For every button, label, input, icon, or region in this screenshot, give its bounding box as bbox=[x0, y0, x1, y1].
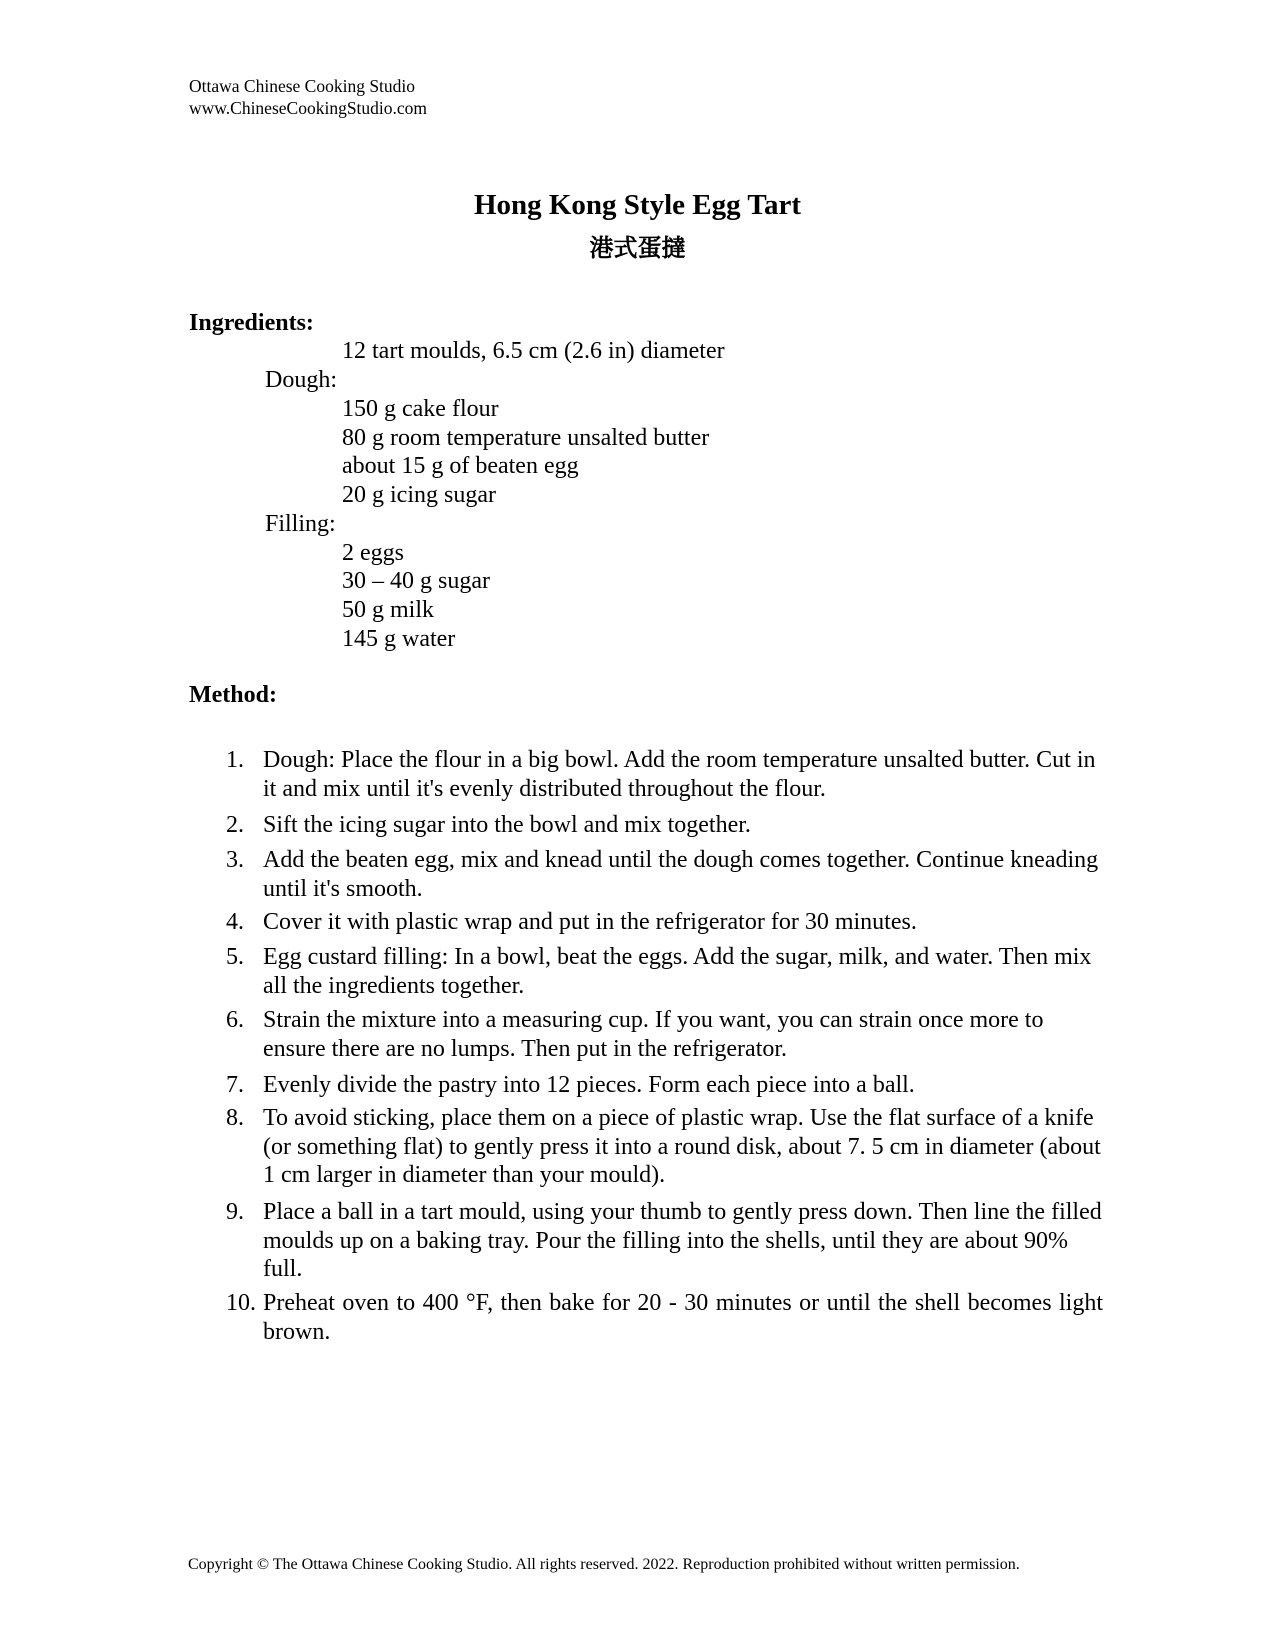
step-text: Egg custard filling: In a bowl, beat the eggs. Add the sugar, milk, and water. Then mix all the ingredients together. bbox=[263, 944, 1092, 999]
step-number: 6. bbox=[226, 1007, 244, 1033]
step-text: Add the beaten egg, mix and knead until the dough comes together. Continue kneading until it's smooth. bbox=[263, 847, 1099, 902]
ingredient-item: 50 g milk bbox=[342, 597, 435, 623]
ingredient-item: 30 – 40 g sugar bbox=[342, 568, 490, 594]
step-text: Place a ball in a tart mould, using your thumb to gently press down. Then line the filled moulds up on a baking tray. Pour the filling into the shells, until they are about 90% full. bbox=[263, 1199, 1102, 1283]
studio-website[interactable]: www.ChineseCookingStudio.com bbox=[189, 98, 428, 118]
step-number: 1. bbox=[226, 747, 244, 773]
filling-label: Filling: bbox=[265, 511, 336, 537]
ingredient-item: 2 eggs bbox=[342, 540, 404, 566]
ingredient-item: 80 g room temperature unsalted butter bbox=[342, 425, 710, 451]
step-text: Preheat oven to 400 °F, then bake for 20 - 30 minutes or until the shell becomes light brown. bbox=[263, 1290, 1103, 1345]
step-number: 2. bbox=[226, 812, 244, 838]
step-number: 9. bbox=[226, 1199, 244, 1225]
step-number: 5. bbox=[226, 944, 244, 970]
equipment-item: 12 tart moulds, 6.5 cm (2.6 in) diameter bbox=[342, 338, 725, 364]
step-number: 3. bbox=[226, 847, 244, 873]
ingredient-item: 20 g icing sugar bbox=[342, 482, 496, 508]
ingredients-heading: Ingredients: bbox=[189, 310, 314, 336]
dough-label: Dough: bbox=[265, 367, 337, 393]
recipe-title: Hong Kong Style Egg Tart bbox=[473, 189, 802, 221]
copyright-footer: Copyright © The Ottawa Chinese Cooking Studio. All rights reserved. 2022. Reproduction prohibited without written permission. bbox=[188, 1556, 1020, 1573]
recipe-title-chinese: 港式蛋撻 bbox=[589, 234, 686, 262]
step-text: To avoid sticking, place them on a piece of plastic wrap. Use the flat surface of a knife (or something flat) to gently press it into a round disk, about 7. 5 cm in diameter (about 1 cm larger in diameter than your mould). bbox=[263, 1105, 1101, 1189]
step-number: 7. bbox=[226, 1072, 244, 1098]
studio-name: Ottawa Chinese Cooking Studio bbox=[189, 76, 416, 96]
ingredient-item: 145 g water bbox=[342, 626, 456, 652]
ingredient-item: about 15 g of beaten egg bbox=[342, 453, 579, 479]
step-text: Dough: Place the flour in a big bowl. Add the room temperature unsalted butter. Cut in it and mix until it's evenly distributed throughout the flour. bbox=[263, 747, 1096, 802]
ingredient-item: 150 g cake flour bbox=[342, 396, 499, 422]
step-text: Cover it with plastic wrap and put in the refrigerator for 30 minutes. bbox=[263, 909, 917, 935]
method-heading: Method: bbox=[189, 682, 277, 708]
step-text: Sift the icing sugar into the bowl and mix together. bbox=[263, 812, 751, 838]
step-text: Evenly divide the pastry into 12 pieces. Form each piece into a ball. bbox=[263, 1072, 915, 1098]
step-text: Strain the mixture into a measuring cup. If you want, you can strain once more to ensure there are no lumps. Then put in the refrigerator. bbox=[263, 1007, 1044, 1062]
step-number: 8. bbox=[226, 1105, 244, 1131]
step-number: 10. bbox=[226, 1290, 256, 1316]
step-number: 4. bbox=[226, 909, 244, 935]
